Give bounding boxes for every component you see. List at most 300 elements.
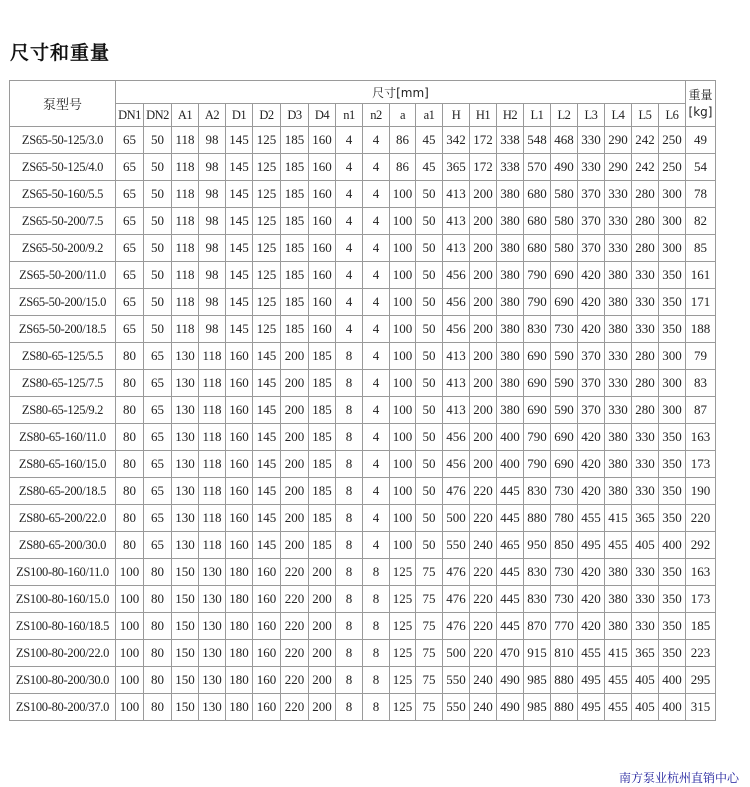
dimension-cell: 180 xyxy=(226,559,253,586)
dimension-cell: 380 xyxy=(497,289,524,316)
table-row xyxy=(10,559,716,586)
table-row xyxy=(10,208,716,235)
weight-cell: 78 xyxy=(686,181,716,208)
weight-cell: 163 xyxy=(686,559,716,586)
dimension-cell: 495 xyxy=(578,694,605,721)
dimension-cell: 180 xyxy=(226,640,253,667)
dimension-cell: 65 xyxy=(116,289,144,316)
dimension-cell: 50 xyxy=(416,532,443,559)
dimension-cell: 240 xyxy=(470,694,497,721)
dimension-cell: 130 xyxy=(199,559,226,586)
dimension-cell: 342 xyxy=(443,127,470,154)
dimension-cell: 455 xyxy=(578,505,605,532)
dimension-cell: 4 xyxy=(363,181,390,208)
dimension-cell: 690 xyxy=(524,370,551,397)
dimension-cell: 100 xyxy=(116,640,144,667)
dimension-cell: 80 xyxy=(144,667,172,694)
dimension-cell: 790 xyxy=(524,424,551,451)
dimension-cell: 185 xyxy=(309,451,336,478)
table-row xyxy=(10,478,716,505)
dimension-cell: 100 xyxy=(116,586,144,613)
dimension-cell: 445 xyxy=(497,613,524,640)
model-cell: ZS65-50-200/9.2 xyxy=(10,235,116,262)
dimension-cell: 8 xyxy=(336,559,363,586)
dimension-cell: 680 xyxy=(524,235,551,262)
dimension-cell: 130 xyxy=(199,694,226,721)
model-cell: ZS80-65-160/11.0 xyxy=(10,424,116,451)
dimension-cell: 200 xyxy=(281,532,309,559)
dimension-cell: 350 xyxy=(659,451,686,478)
dimension-cell: 100 xyxy=(116,613,144,640)
dimension-cell: 75 xyxy=(416,559,443,586)
dimension-cell: 338 xyxy=(497,154,524,181)
dimension-cell: 405 xyxy=(632,532,659,559)
dimension-cell: 220 xyxy=(470,613,497,640)
dimension-cell: 400 xyxy=(497,451,524,478)
dimension-cell: 880 xyxy=(524,505,551,532)
dimension-cell: 915 xyxy=(524,640,551,667)
weight-cell: 49 xyxy=(686,127,716,154)
dimension-cell: 8 xyxy=(336,478,363,505)
dimension-cell: 200 xyxy=(309,667,336,694)
dimension-cell: 380 xyxy=(605,424,632,451)
dimension-cell: 65 xyxy=(144,343,172,370)
dimension-cell: 8 xyxy=(336,451,363,478)
dimension-cell: 8 xyxy=(363,586,390,613)
dimension-cell: 220 xyxy=(470,478,497,505)
dimension-cell: 280 xyxy=(632,370,659,397)
dimension-cell: 130 xyxy=(172,343,199,370)
dimension-cell: 4 xyxy=(363,478,390,505)
weight-cell: 173 xyxy=(686,586,716,613)
dimension-cell: 380 xyxy=(605,586,632,613)
dimension-cell: 145 xyxy=(226,181,253,208)
dimension-cell: 4 xyxy=(363,262,390,289)
model-cell: ZS65-50-125/4.0 xyxy=(10,154,116,181)
dimension-cell: 465 xyxy=(497,532,524,559)
dimension-cell: 130 xyxy=(172,532,199,559)
dimension-cell: 100 xyxy=(390,343,416,370)
dimension-cell: 550 xyxy=(443,532,470,559)
column-header: L1 xyxy=(524,104,551,127)
weight-header-unit: [kg] xyxy=(688,104,713,119)
dimension-cell: 420 xyxy=(578,478,605,505)
dimension-cell: 400 xyxy=(659,694,686,721)
dimension-cell: 80 xyxy=(116,532,144,559)
dimension-cell: 4 xyxy=(363,397,390,424)
dimension-cell: 150 xyxy=(172,640,199,667)
dimension-cell: 380 xyxy=(605,613,632,640)
dimension-cell: 380 xyxy=(497,316,524,343)
dimension-cell: 8 xyxy=(336,640,363,667)
table-row xyxy=(10,370,716,397)
column-header: DN1 xyxy=(116,104,144,127)
dimension-cell: 350 xyxy=(659,478,686,505)
dimension-cell: 185 xyxy=(281,154,309,181)
dimension-cell: 420 xyxy=(578,586,605,613)
dimension-cell: 80 xyxy=(116,397,144,424)
model-cell: ZS100-80-200/37.0 xyxy=(10,694,116,721)
dimension-cell: 50 xyxy=(416,505,443,532)
dimension-cell: 50 xyxy=(144,154,172,181)
table-row xyxy=(10,694,716,721)
dimension-cell: 150 xyxy=(172,694,199,721)
dimension-cell: 125 xyxy=(390,694,416,721)
dimension-cell: 160 xyxy=(253,586,281,613)
dimension-cell: 118 xyxy=(172,181,199,208)
model-cell: ZS80-65-200/22.0 xyxy=(10,505,116,532)
dimension-cell: 50 xyxy=(144,127,172,154)
dimension-cell: 172 xyxy=(470,127,497,154)
dimension-cell: 160 xyxy=(226,343,253,370)
dimension-cell: 8 xyxy=(363,694,390,721)
dimension-cell: 130 xyxy=(199,613,226,640)
table-row xyxy=(10,424,716,451)
weight-cell: 171 xyxy=(686,289,716,316)
dimension-cell: 790 xyxy=(524,289,551,316)
dimension-cell: 365 xyxy=(632,640,659,667)
dimension-cell: 65 xyxy=(144,370,172,397)
dimension-cell: 470 xyxy=(497,640,524,667)
dimension-cell: 200 xyxy=(470,208,497,235)
dimension-cell: 130 xyxy=(172,478,199,505)
dimension-cell: 185 xyxy=(281,127,309,154)
dimension-cell: 456 xyxy=(443,451,470,478)
dimension-cell: 280 xyxy=(632,397,659,424)
dimension-cell: 4 xyxy=(336,289,363,316)
dimension-cell: 300 xyxy=(659,343,686,370)
dimension-cell: 8 xyxy=(336,667,363,694)
column-header: a xyxy=(390,104,416,127)
dimension-cell: 100 xyxy=(390,370,416,397)
dimension-cell: 690 xyxy=(551,451,578,478)
dimension-cell: 350 xyxy=(659,316,686,343)
dimension-cell: 80 xyxy=(144,640,172,667)
dimension-cell: 8 xyxy=(336,586,363,613)
dimension-cell: 300 xyxy=(659,235,686,262)
dimension-cell: 130 xyxy=(172,505,199,532)
column-header: DN2 xyxy=(144,104,172,127)
dimension-cell: 4 xyxy=(363,289,390,316)
table-row xyxy=(10,343,716,370)
weight-cell: 54 xyxy=(686,154,716,181)
dimension-cell: 250 xyxy=(659,127,686,154)
dimension-cell: 185 xyxy=(281,262,309,289)
dimension-cell: 985 xyxy=(524,667,551,694)
dimension-cell: 160 xyxy=(309,181,336,208)
column-header: n1 xyxy=(336,104,363,127)
dimension-cell: 100 xyxy=(390,424,416,451)
dimension-cell: 770 xyxy=(551,613,578,640)
column-header: L3 xyxy=(578,104,605,127)
dimension-cell: 200 xyxy=(470,397,497,424)
dimension-cell: 240 xyxy=(470,532,497,559)
dimension-cell: 80 xyxy=(144,586,172,613)
dimension-cell: 200 xyxy=(309,694,336,721)
dimension-cell: 125 xyxy=(253,316,281,343)
dimension-cell: 180 xyxy=(226,694,253,721)
dimension-cell: 200 xyxy=(281,343,309,370)
dimension-cell: 490 xyxy=(551,154,578,181)
dimension-cell: 8 xyxy=(336,397,363,424)
dimension-cell: 280 xyxy=(632,343,659,370)
dimension-cell: 50 xyxy=(144,181,172,208)
dimension-cell: 220 xyxy=(281,694,309,721)
dimension-cell: 80 xyxy=(116,478,144,505)
column-header: D2 xyxy=(253,104,281,127)
dimension-cell: 118 xyxy=(172,154,199,181)
dimension-cell: 730 xyxy=(551,316,578,343)
dimension-cell: 380 xyxy=(497,370,524,397)
dimension-cell: 300 xyxy=(659,208,686,235)
dimension-cell: 150 xyxy=(172,613,199,640)
dimension-cell: 290 xyxy=(605,154,632,181)
dimension-cell: 330 xyxy=(632,316,659,343)
table-row xyxy=(10,505,716,532)
dimension-cell: 455 xyxy=(605,694,632,721)
dimension-cell: 50 xyxy=(144,289,172,316)
dimension-cell: 680 xyxy=(524,181,551,208)
dimension-cell: 880 xyxy=(551,694,578,721)
model-cell: ZS80-65-200/30.0 xyxy=(10,532,116,559)
dimension-cell: 50 xyxy=(416,262,443,289)
dimension-cell: 50 xyxy=(416,424,443,451)
dimension-cell: 65 xyxy=(116,262,144,289)
dimension-cell: 145 xyxy=(253,397,281,424)
dimension-cell: 160 xyxy=(253,613,281,640)
dimension-cell: 50 xyxy=(416,478,443,505)
dimension-cell: 240 xyxy=(470,667,497,694)
dimension-cell: 456 xyxy=(443,424,470,451)
dimension-cell: 130 xyxy=(199,586,226,613)
dimension-cell: 65 xyxy=(144,451,172,478)
dimension-cell: 500 xyxy=(443,505,470,532)
dimension-cell: 200 xyxy=(281,505,309,532)
model-cell: ZS65-50-125/3.0 xyxy=(10,127,116,154)
table-row xyxy=(10,397,716,424)
weight-cell: 173 xyxy=(686,451,716,478)
dimension-cell: 160 xyxy=(253,559,281,586)
dimension-cell: 118 xyxy=(199,424,226,451)
model-cell: ZS65-50-200/18.5 xyxy=(10,316,116,343)
dimension-cell: 125 xyxy=(253,181,281,208)
page-title: 尺寸和重量 xyxy=(10,42,111,64)
column-header: D3 xyxy=(281,104,309,127)
model-column-header: 泵型号 xyxy=(10,81,116,127)
dimension-cell: 200 xyxy=(309,586,336,613)
dimension-cell: 185 xyxy=(309,505,336,532)
dimension-cell: 160 xyxy=(253,694,281,721)
table-row xyxy=(10,235,716,262)
dimension-cell: 75 xyxy=(416,640,443,667)
dimension-cell: 150 xyxy=(172,559,199,586)
dimension-cell: 330 xyxy=(578,127,605,154)
dimension-cell: 330 xyxy=(632,424,659,451)
dimension-cell: 100 xyxy=(390,208,416,235)
dimension-cell: 185 xyxy=(309,397,336,424)
dimension-cell: 100 xyxy=(390,451,416,478)
dimension-cell: 570 xyxy=(524,154,551,181)
dimension-cell: 420 xyxy=(578,613,605,640)
dimension-cell: 4 xyxy=(363,370,390,397)
dimension-cell: 125 xyxy=(390,613,416,640)
dimension-cell: 65 xyxy=(116,316,144,343)
table-row xyxy=(10,127,716,154)
dimension-cell: 180 xyxy=(226,613,253,640)
column-header: H1 xyxy=(470,104,497,127)
dimension-cell: 350 xyxy=(659,505,686,532)
dimension-cell: 200 xyxy=(470,289,497,316)
column-header: L6 xyxy=(659,104,686,127)
dimension-cell: 100 xyxy=(390,397,416,424)
dimension-cell: 180 xyxy=(226,667,253,694)
dimension-cell: 780 xyxy=(551,505,578,532)
dimension-cell: 690 xyxy=(551,262,578,289)
weight-cell: 220 xyxy=(686,505,716,532)
dimension-cell: 690 xyxy=(551,424,578,451)
dimension-cell: 420 xyxy=(578,289,605,316)
dimension-cell: 690 xyxy=(551,289,578,316)
dimension-cell: 250 xyxy=(659,154,686,181)
dimension-cell: 100 xyxy=(390,181,416,208)
dimension-cell: 420 xyxy=(578,451,605,478)
dimension-cell: 220 xyxy=(470,559,497,586)
dimension-cell: 242 xyxy=(632,127,659,154)
dimension-cell: 185 xyxy=(281,316,309,343)
dimension-cell: 413 xyxy=(443,370,470,397)
weight-cell: 161 xyxy=(686,262,716,289)
dimension-cell: 130 xyxy=(199,640,226,667)
dimension-cell: 100 xyxy=(390,289,416,316)
dimension-cell: 370 xyxy=(578,181,605,208)
footer-caption: 南方泵业杭州直销中心 xyxy=(618,771,739,785)
weight-cell: 163 xyxy=(686,424,716,451)
dimension-cell: 75 xyxy=(416,694,443,721)
dimension-cell: 98 xyxy=(199,235,226,262)
table-row xyxy=(10,262,716,289)
dimension-cell: 830 xyxy=(524,316,551,343)
dimension-cell: 4 xyxy=(363,127,390,154)
dimension-cell: 330 xyxy=(605,343,632,370)
dimension-cell: 380 xyxy=(605,289,632,316)
dimension-cell: 4 xyxy=(363,208,390,235)
dimension-cell: 365 xyxy=(632,505,659,532)
dimension-cell: 80 xyxy=(144,694,172,721)
dimension-cell: 380 xyxy=(497,262,524,289)
column-header: n2 xyxy=(363,104,390,127)
dimension-cell: 160 xyxy=(309,127,336,154)
table-row xyxy=(10,451,716,478)
dimension-cell: 330 xyxy=(632,289,659,316)
dimension-cell: 850 xyxy=(551,532,578,559)
dimension-cell: 455 xyxy=(605,667,632,694)
dimension-cell: 370 xyxy=(578,235,605,262)
column-header: L5 xyxy=(632,104,659,127)
dimension-cell: 365 xyxy=(443,154,470,181)
dimension-cell: 50 xyxy=(416,181,443,208)
dimension-cell: 100 xyxy=(390,262,416,289)
dimension-cell: 130 xyxy=(172,370,199,397)
dimension-cell: 45 xyxy=(416,154,443,181)
dimension-cell: 330 xyxy=(578,154,605,181)
dimension-cell: 98 xyxy=(199,262,226,289)
dimension-cell: 380 xyxy=(605,262,632,289)
dimension-cell: 65 xyxy=(144,532,172,559)
dimension-cell: 50 xyxy=(416,343,443,370)
dimension-cell: 160 xyxy=(226,505,253,532)
dimension-cell: 160 xyxy=(226,370,253,397)
dimension-cell: 125 xyxy=(253,208,281,235)
model-cell: ZS100-80-200/22.0 xyxy=(10,640,116,667)
dimension-cell: 4 xyxy=(363,505,390,532)
dimension-cell: 220 xyxy=(470,505,497,532)
dimension-columns-row xyxy=(10,104,716,127)
table-header xyxy=(10,81,716,127)
dimension-cell: 118 xyxy=(172,208,199,235)
dimension-cell: 548 xyxy=(524,127,551,154)
dimension-cell: 145 xyxy=(253,532,281,559)
weight-cell: 292 xyxy=(686,532,716,559)
dimension-cell: 4 xyxy=(336,208,363,235)
dimension-cell: 550 xyxy=(443,694,470,721)
dimension-cell: 8 xyxy=(336,424,363,451)
dimension-cell: 145 xyxy=(226,289,253,316)
dimension-cell: 160 xyxy=(253,640,281,667)
model-cell: ZS65-50-200/11.0 xyxy=(10,262,116,289)
dimension-cell: 830 xyxy=(524,559,551,586)
dimension-cell: 4 xyxy=(336,154,363,181)
dimension-cell: 160 xyxy=(253,667,281,694)
dimension-cell: 4 xyxy=(336,235,363,262)
dimension-cell: 200 xyxy=(309,559,336,586)
dimension-cell: 130 xyxy=(172,424,199,451)
model-cell: ZS80-65-125/9.2 xyxy=(10,397,116,424)
dimension-cell: 160 xyxy=(226,478,253,505)
dimension-cell: 8 xyxy=(363,613,390,640)
dimension-cell: 413 xyxy=(443,397,470,424)
dimension-cell: 100 xyxy=(390,532,416,559)
dimension-cell: 690 xyxy=(524,343,551,370)
column-header: L2 xyxy=(551,104,578,127)
dimension-cell: 86 xyxy=(390,127,416,154)
dimension-cell: 300 xyxy=(659,397,686,424)
dimension-cell: 130 xyxy=(172,451,199,478)
dimension-cell: 413 xyxy=(443,235,470,262)
dimension-cell: 468 xyxy=(551,127,578,154)
dimension-cell: 4 xyxy=(336,181,363,208)
dimension-cell: 730 xyxy=(551,559,578,586)
dimension-cell: 445 xyxy=(497,505,524,532)
dimension-cell: 495 xyxy=(578,667,605,694)
dimension-cell: 200 xyxy=(281,478,309,505)
dimension-cell: 580 xyxy=(551,235,578,262)
dimension-cell: 200 xyxy=(281,451,309,478)
dimension-cell: 400 xyxy=(659,532,686,559)
dimension-cell: 300 xyxy=(659,370,686,397)
dimension-cell: 420 xyxy=(578,262,605,289)
dimension-cell: 790 xyxy=(524,262,551,289)
dimension-cell: 118 xyxy=(199,451,226,478)
dimension-cell: 145 xyxy=(226,154,253,181)
dimension-cell: 380 xyxy=(497,397,524,424)
dimension-cell: 118 xyxy=(199,532,226,559)
dimension-cell: 220 xyxy=(281,559,309,586)
dimension-cell: 180 xyxy=(226,586,253,613)
dimension-cell: 185 xyxy=(309,424,336,451)
dimension-cell: 98 xyxy=(199,154,226,181)
dimension-cell: 125 xyxy=(253,262,281,289)
dimension-cell: 160 xyxy=(309,235,336,262)
